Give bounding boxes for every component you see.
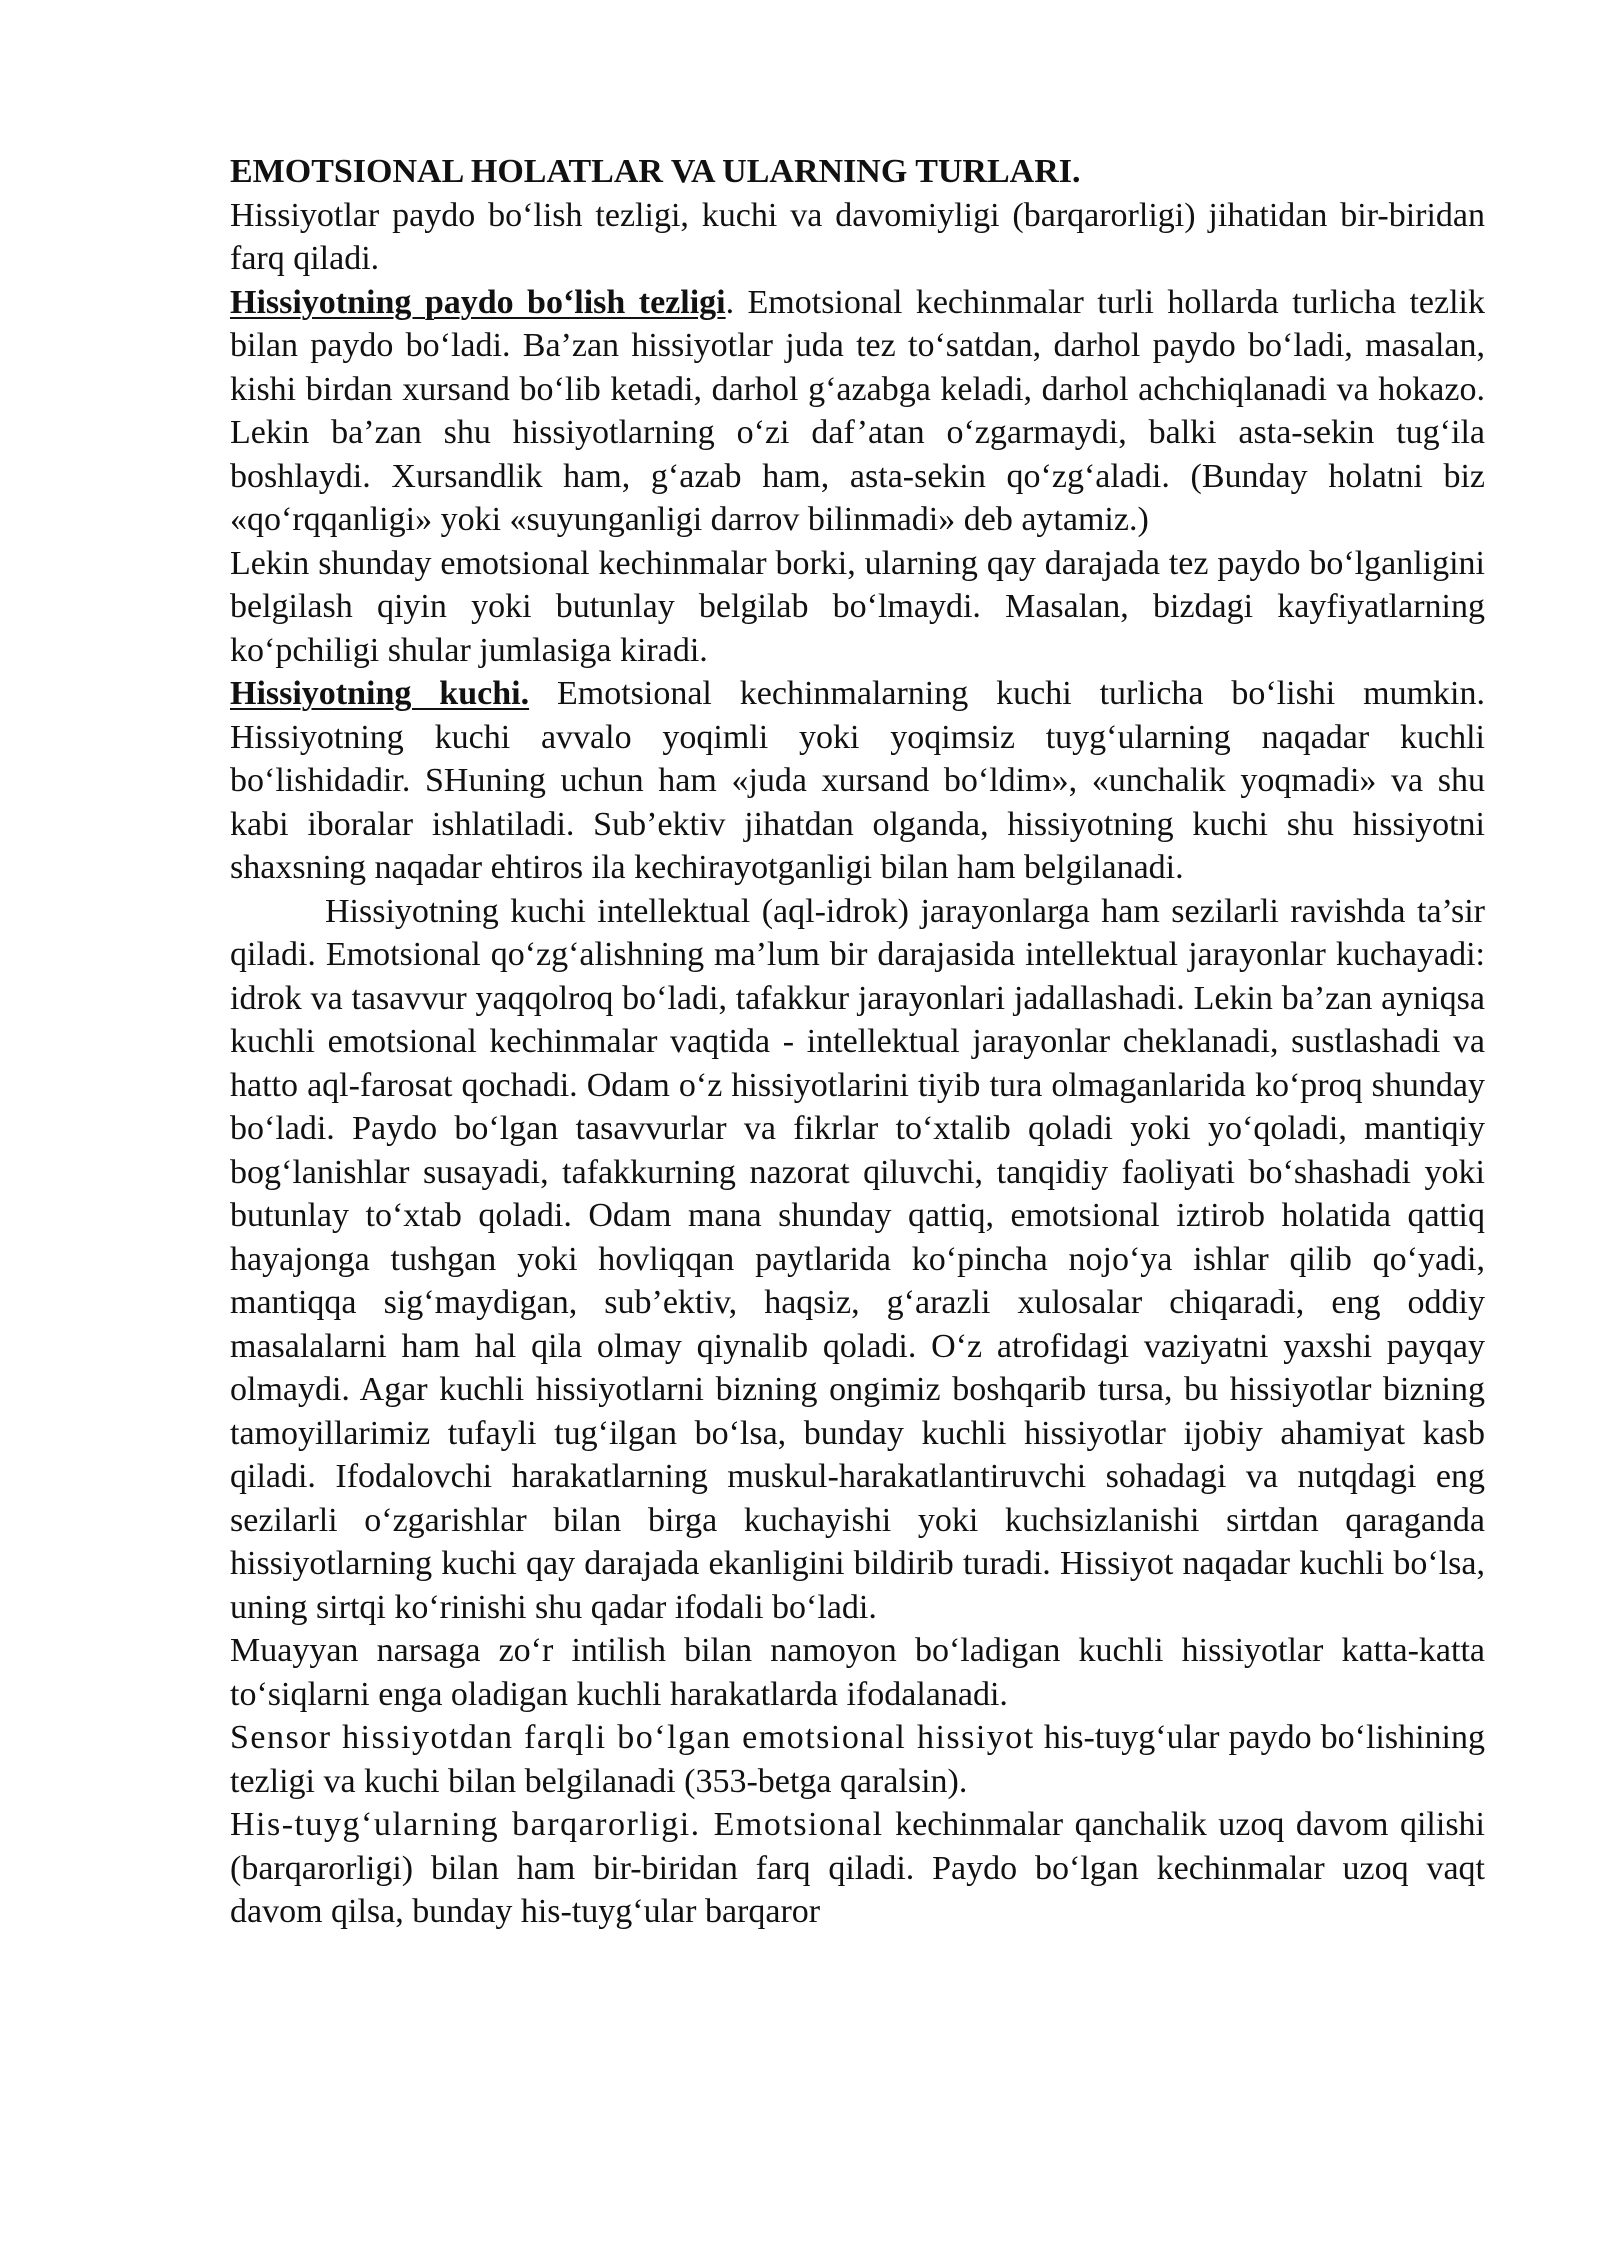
speed-heading: Hissiyotning paydo bo‘lish tezligi [230,283,726,321]
document-title: EMOTSIONAL HOLATLAR VA ULARNING TURLARI. [230,153,1081,190]
strength-paragraph [230,672,1485,890]
speed-paragraph [230,281,1485,542]
strength-heading: Hissiyotning kuchi. [230,675,530,712]
sensor-lead: Sensor hissiyotdan farqli bo‘lgan emotsional hissiyot [230,1719,1035,1756]
intellect-paragraph: Hissiyotning kuchi intellektual (aql-idrok) jarayonlarga ham sezilarli ravishda ta’sir qiladi. Emotsional qo‘zg‘alishning ma’lum bir darajasida intellektual jarayonlar kuchayadi: idrok va tasavvur yaqqolroq bo‘ladi, tafakkur jarayonlari jadallashadi. Lekin ba’zan ayniqsa kuchli emotsional kechinmalar vaqtida - intellektual jarayonlar cheklanadi, sustlashadi va hatto aql-farosat qochadi. Odam o‘z hissiyotlarini tiyib tura olmaganlarida ko‘proq shunday bo‘ladi. Paydo bo‘lgan tasavvurlar va fikrlar to‘xtalib qoladi yoki yo‘qoladi, mantiqiy bog‘lanishlar susayadi, tafakkurning nazorat qiluvchi, tanqidiy faoliyati bo‘shashadi yoki butunlay to‘xtab qoladi. Odam mana shunday qattiq, emotsional iztirob holatida qattiq hayajonga tushgan yoki hovliqqan paytlarida ko‘pincha nojo‘ya ishlar qilib qo‘yadi, mantiqqa sig‘maydigan, sub’ektiv, haqsiz, g‘arazli xulosalar chiqaradi, eng oddiy masalalarni ham hal qila olmay qiynalib qoladi. O‘z atrofidagi vaziyatni yaxshi payqay olmaydi. Agar kuchli hissiyotlarni bizning ongimiz boshqarib tursa, bu hissiyotlar bizning tamoyillarimiz tufayli tug‘ilgan bo‘lsa, bunday kuchli hissiyotlar ijobiy ahamiyat kasb qiladi. Ifodalovchi harakatlarning muskul-harakatlantiruvchi sohadagi va nutqdagi eng sezilarli o‘zgarishlar bilan birga kuchayishi yoki kuchsizlanishi sirtdan qaraganda hissiyotlarning kuchi qay darajada ekanligini bildirib turadi. Hissiyot naqadar kuchli bo‘lsa, uning sirtqi ko‘rinishi shu qadar ifodali bo‘ladi. [230,892,1485,1626]
document-page [230,150,1485,1934]
strength-body: Emotsional kechinmalarning kuchi turlicha bo‘lishi mumkin. Hissiyotning kuchi avvalo yoqimli yoki yoqimsiz tuyg‘ularning naqadar kuchli bo‘lishidadir. SHuning uchun ham «juda xursand bo‘ldim», «unchalik yoqmadi» va shu kabi iboralar ishlatiladi. Sub’ektiv jihatdan olganda, hissiyotning kuchi shu hissiyotni shaxsning naqadar ehtiros ila kechirayotganligi bilan ham belgilanadi. [230,675,1486,886]
sensor-rest: his-tuyg‘ular paydo bo‘lishining tezligi va kuchi bilan belgilanadi (353-betga qaralsin). [230,1719,1485,1800]
intro-paragraph: Hissiyotlar paydo bo‘lish tezligi, kuchi va davomiyligi (barqarorligi) jihatidan bir-biridan farq qiladi. [230,196,1485,277]
striving-paragraph: Muayyan narsaga zo‘r intilish bilan namoyon bo‘ladigan kuchli hissiyotlar katta-katta to‘siqlarni enga oladigan kuchli harakatlarda ifodalanadi. [230,1632,1485,1713]
sensor-paragraph [230,1716,1485,1803]
stability-paragraph [230,1803,1485,1934]
speed-heading-period: . [725,283,735,321]
speed-body: Emotsional kechinmalar turli hollarda turlicha tezlik bilan paydo bo‘ladi. Ba’zan hissiyotlar juda tez to‘satdan, darhol paydo bo‘ladi, masalan, kishi birdan xursand bo‘lib ketadi, darhol g‘azabga keladi, darhol achchiqlanadi va hokazo. Lekin ba’zan shu hissiyotlarning o‘zi daf’atan o‘zgarmaydi, balki asta-sekin tug‘ila boshlaydi. Xursandlik ham, g‘azab ham, asta-sekin qo‘zg‘aladi. (Bunday holatni biz «qo‘rqqanligi» yoki «suyunganligi darrov bilinmadi» deb aytamiz.) [230,283,1485,538]
stability-lead: His-tuyg‘ularning barqarorligi. Emotsional [230,1806,884,1843]
speed-continuation-paragraph: Lekin shunday emotsional kechinmalar borki, ularning qay darajada tez paydo bo‘lganligini belgilash qiyin yoki butunlay belgilab bo‘lmaydi. Masalan, bizdagi kayfiyatlarning ko‘pchiligi shular jumlasiga kiradi. [230,544,1485,669]
stability-rest: kechinmalar qanchalik uzoq davom qilishi (barqarorligi) bilan ham bir-biridan farq qiladi. Paydo bo‘lgan kechinmalar uzoq vaqt davom qilsa, bunday his-tuyg‘ular barqaror [230,1806,1485,1930]
